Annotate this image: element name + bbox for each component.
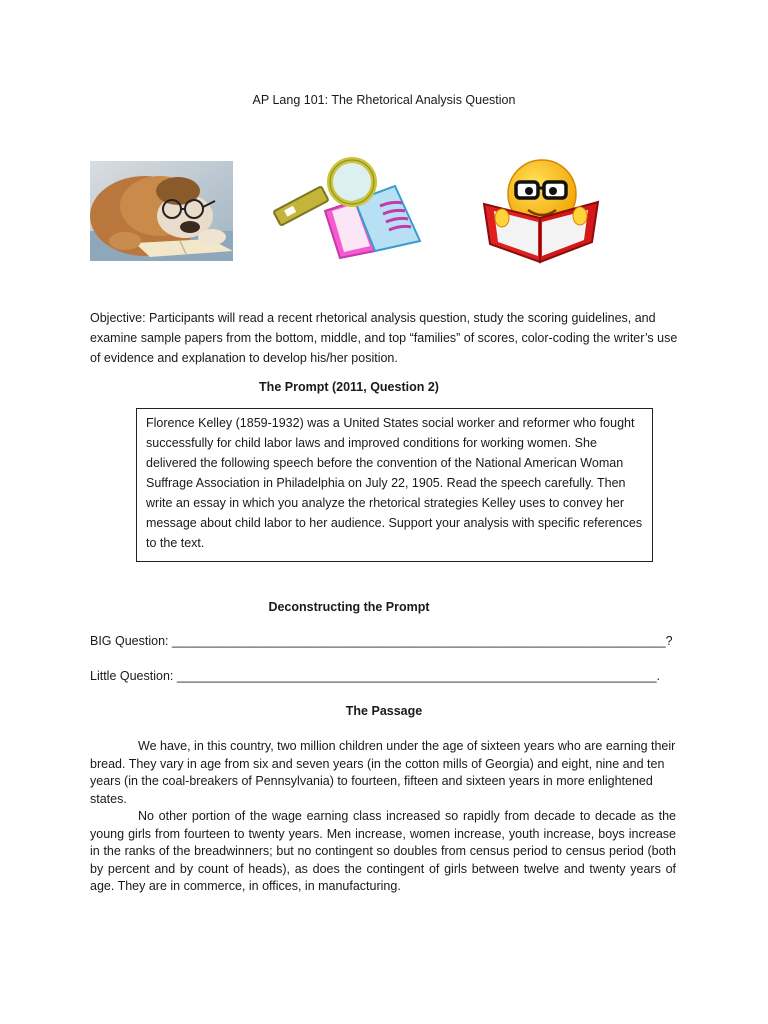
passage-body	[90, 738, 676, 896]
smiley-reading-icon	[480, 156, 602, 264]
prompt-box	[136, 408, 653, 562]
passage-paragraph: We have, in this country, two million children under the age of sixteen years who are earning their bread. They vary in age from six and seven years (in the cotton mills of Georgia) and eight, nine and ten years (in the coal-breakers of Pennsylvania) to fourteen, fifteen and sixteen years in more enlightened states.	[90, 739, 676, 806]
bulldog-reading-image	[90, 161, 233, 261]
smiley-reading-image	[480, 156, 602, 264]
big-question-line: BIG Question: _______________________________________________________________________?	[90, 634, 673, 648]
deconstructing-heading: Deconstructing the Prompt	[268, 600, 430, 614]
book-magnifier-icon	[270, 156, 430, 264]
passage-paragraph: No other portion of the wage earning class increased so rapidly from decade to decade as the young girls from fourteen to twenty years. Men increase, women increase, youth increase, boys increase in the ranks of the breadwinners; but no contingent so doubles from census period to census period (both by percent and by count of heads), as does the contingent of girls between twelve and twenty years of age. They are in commerce, in offices, in manufacturing.	[90, 809, 676, 893]
objective-text: Objective: Participants will read a recent rhetorical analysis question, study the scoring guidelines, and examine sample papers from the bottom, middle, and top “families” of scores, color-coding the writer’s use of evidence and explanation to develop his/her position.	[90, 311, 678, 365]
passage-heading: The Passage	[345, 704, 423, 718]
book-magnifier-image	[270, 156, 430, 264]
little-question-line: Little Question: _____________________________________________________________________.	[90, 669, 661, 683]
prompt-text: Florence Kelley (1859-1932) was a United States social worker and reformer who fought successfully for child labor laws and improved conditions for working women. She delivered the following speech before the convention of the National American Woman Suffrage Association in Philadelphia on July 22, 1905. Read the speech carefully. Then write an essay in which you analyze the rhetorical strategies Kelley uses to convey her message about child labor to her audience. Support your analysis with specific references to the text.	[146, 416, 643, 550]
page-title: AP Lang 101: The Rhetorical Analysis Question	[252, 93, 516, 107]
prompt-heading: The Prompt (2011, Question 2)	[259, 380, 439, 394]
